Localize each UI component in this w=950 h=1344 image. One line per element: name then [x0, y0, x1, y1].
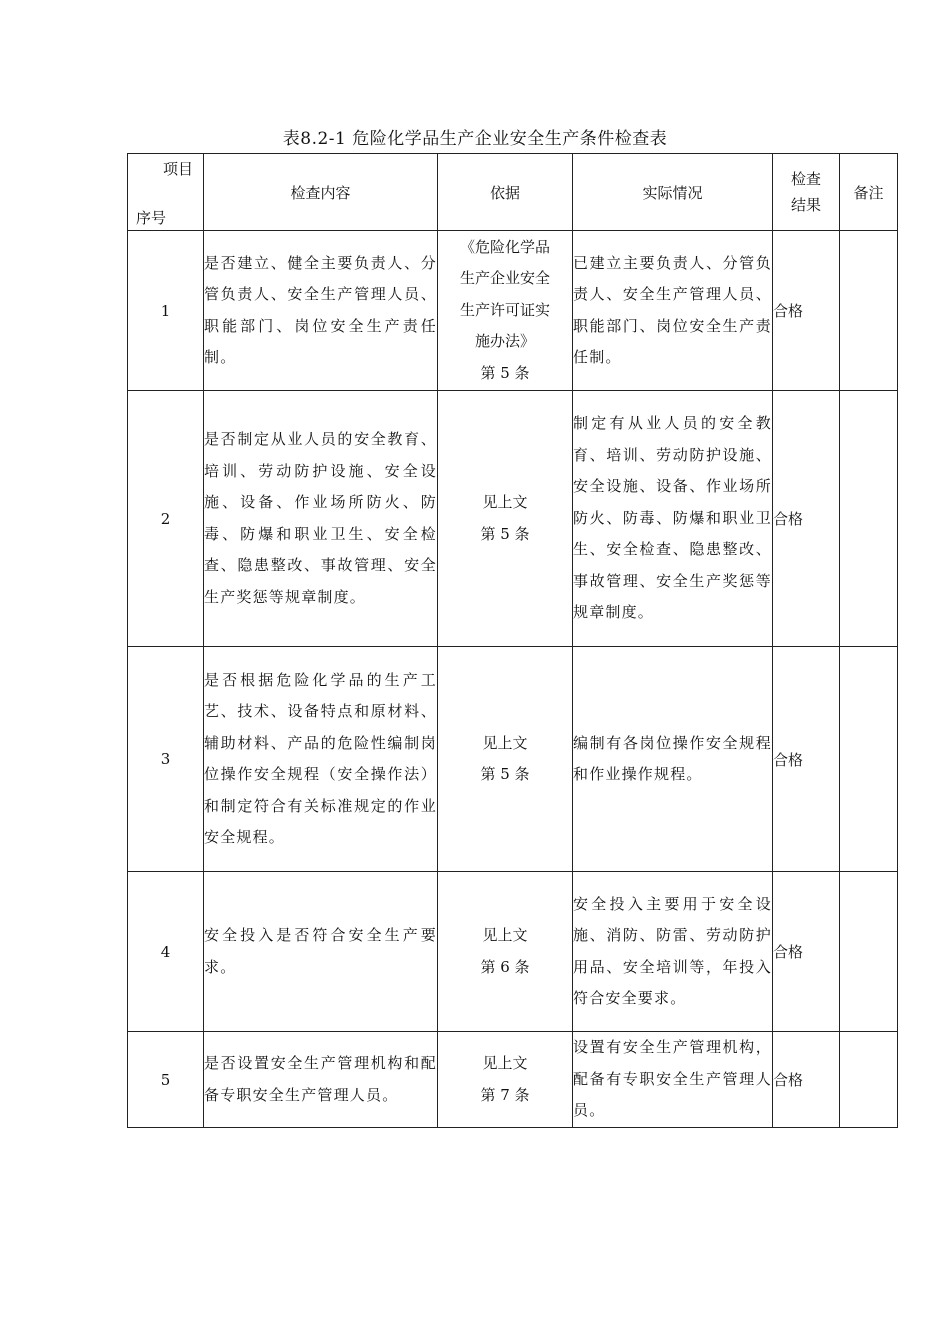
- row-content: 是否设置安全生产管理机构和配备专职安全生产管理人员。: [204, 1032, 438, 1128]
- row-number: 4: [128, 872, 204, 1032]
- row-actual: 编制有各岗位操作安全规程和作业操作规程。: [573, 647, 773, 872]
- basis-line: 第 6 条: [480, 957, 530, 976]
- header-item-seq-cell: [128, 154, 204, 231]
- row-result: 合格: [773, 872, 840, 1032]
- table-row: [128, 391, 898, 647]
- row-basis: [438, 647, 573, 872]
- row-remark: [840, 231, 898, 391]
- table-row: [128, 231, 898, 391]
- header-result-line-2: 结果: [790, 196, 821, 214]
- header-content: 检查内容: [204, 154, 438, 231]
- row-basis: [438, 1032, 573, 1128]
- table-row: [128, 1032, 898, 1128]
- table-row: [128, 872, 898, 1032]
- header-seq-label: 序号: [136, 209, 167, 227]
- row-result: 合格: [773, 391, 840, 647]
- basis-line: 第 5 条: [480, 524, 530, 543]
- basis-line: 见上文: [482, 926, 528, 944]
- header-item-label: 项目: [162, 160, 193, 178]
- row-content: 安全投入是否符合安全生产要求。: [204, 872, 438, 1032]
- basis-line: 施办法》: [474, 332, 535, 351]
- basis-line: 第 7 条: [480, 1085, 530, 1104]
- row-result: 合格: [773, 1032, 840, 1128]
- row-content: 是否建立、健全主要负责人、分管负责人、安全生产管理人员、职能部门、岗位安全生产责任制。: [204, 231, 438, 391]
- row-content: 是否根据危险化学品的生产工艺、技术、设备特点和原材料、辅助材料、产品的危险性编制岗位操作安全规程（安全操作法）和制定符合有关标准规定的作业安全规程。: [204, 647, 438, 872]
- header-remark: 备注: [840, 154, 898, 231]
- header-actual: 实际情况: [573, 154, 773, 231]
- row-actual: 安全投入主要用于安全设施、消防、防雷、劳动防护用品、安全培训等，年投入符合安全要求。: [573, 872, 773, 1032]
- row-basis: [438, 872, 573, 1032]
- row-actual: 设置有安全生产管理机构，配备有专职安全生产管理人员。: [573, 1032, 773, 1128]
- inspection-table: [127, 153, 898, 1128]
- row-basis: [438, 231, 573, 391]
- row-number: 3: [128, 647, 204, 872]
- row-result: 合格: [773, 647, 840, 872]
- basis-line: 见上文: [482, 493, 528, 511]
- basis-line: 生产企业安全: [459, 269, 550, 288]
- basis-line: 见上文: [482, 733, 528, 752]
- table-title: 表8.2-1 危险化学品生产企业安全生产条件检查表: [282, 129, 668, 149]
- row-number: 5: [128, 1032, 204, 1128]
- header-result: [773, 154, 840, 231]
- basis-line: 见上文: [482, 1054, 528, 1072]
- row-result: 合格: [773, 231, 840, 391]
- row-remark: [840, 647, 898, 872]
- basis-line: 《危险化学品: [459, 237, 550, 256]
- row-number: 2: [128, 391, 204, 647]
- row-remark: [840, 872, 898, 1032]
- row-content: 是否制定从业人员的安全教育、培训、劳动防护设施、安全设施、设备、作业场所防火、防毒、防爆和职业卫生、安全检查、隐患整改、事故管理、安全生产奖惩等规章制度。: [204, 391, 438, 647]
- basis-line: 生产许可证实: [459, 300, 550, 319]
- header-result-line-1: 检查: [790, 170, 821, 188]
- basis-line: 第 5 条: [480, 363, 530, 382]
- basis-line: 第 5 条: [480, 765, 530, 783]
- row-actual: 制定有从业人员的安全教育、培训、劳动防护设施、安全设施、设备、作业场所防火、防毒、防爆和职业卫生、安全检查、隐患整改、事故管理、安全生产奖惩等规章制度。: [573, 391, 773, 647]
- table-header-row: [128, 154, 898, 231]
- row-remark: [840, 391, 898, 647]
- row-actual: 已建立主要负责人、分管负责人、安全生产管理人员、职能部门、岗位安全生产责任制。: [573, 231, 773, 391]
- row-basis: [438, 391, 573, 647]
- header-basis: 依据: [438, 154, 573, 231]
- row-number: 1: [128, 231, 204, 391]
- row-remark: [840, 1032, 898, 1128]
- table-row: [128, 647, 898, 872]
